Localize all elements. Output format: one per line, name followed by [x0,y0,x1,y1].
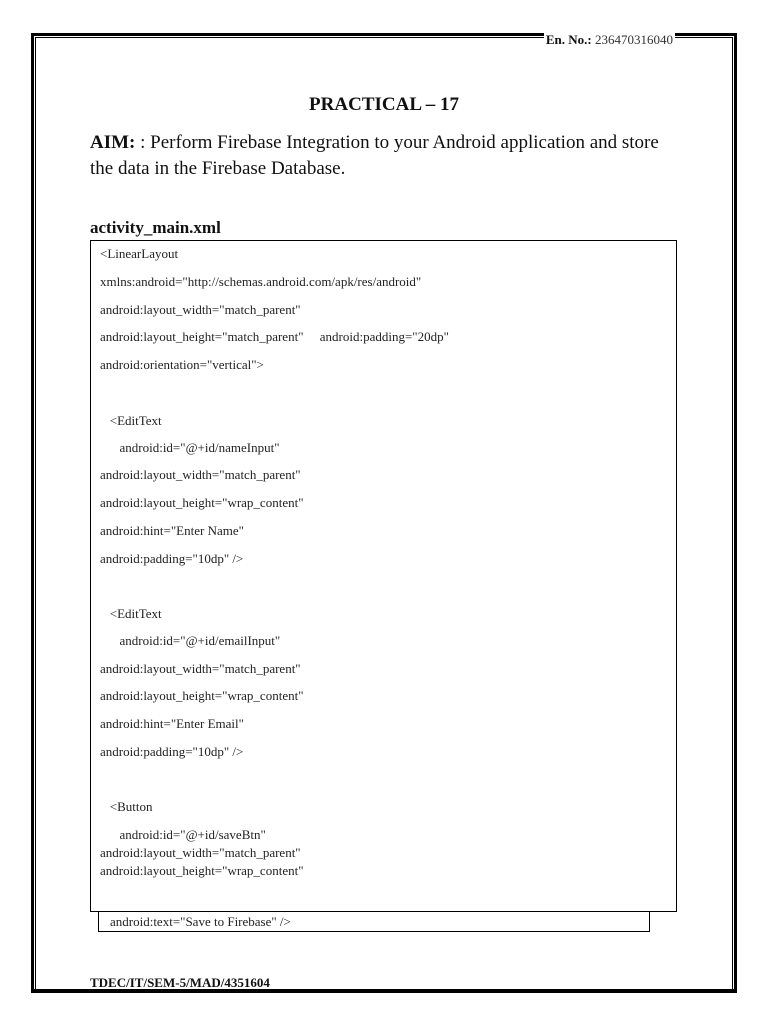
aim-label: AIM: [90,132,136,153]
code-line: android:layout_width="match_parent" [100,302,301,317]
code-line: android:layout_width="match_parent" [100,845,301,860]
file-name-heading: activity_main.xml [90,218,221,237]
practical-title: PRACTICAL – 17 [309,94,459,115]
code-line: android:orientation="vertical"> [100,357,264,372]
code-line: android:padding="10dp" /> [100,551,244,566]
code-line: android:layout_height="wrap_content" [100,688,304,703]
code-line: android:padding="10dp" /> [100,744,244,759]
code-line: android:id="@+id/saveBtn" [100,827,266,842]
code-line: <LinearLayout [100,246,179,261]
code-line: android:layout_width="match_parent" [100,661,301,676]
code-line: <EditText [100,606,162,621]
code-line: android:id="@+id/emailInput" [100,633,281,648]
code-line: android:hint="Enter Name" [100,523,244,538]
code-line: android:hint="Enter Email" [100,716,244,731]
aim-paragraph [90,130,670,182]
code-overflow-line: android:text="Save to Firebase" /> [110,914,291,929]
code-line: android:id="@+id/nameInput" [100,440,280,455]
page-footer: TDEC/IT/SEM-5/MAD/4351604 [90,975,270,988]
code-line: android:layout_height="wrap_content" [100,495,304,510]
code-line: android:layout_width="match_parent" [100,467,301,482]
enrollment-value: 236470316040 [595,32,673,47]
code-line: <EditText [100,413,162,428]
enrollment-label: En. No.: [545,32,592,47]
enrollment-number [544,32,675,48]
aim-text: : Perform Firebase Integration to your Android application and store the data in the Firebase Database. [90,132,659,179]
code-line: <Button [100,799,153,814]
code-line: android:layout_height="wrap_content" [100,863,304,878]
code-line: xmlns:android="http://schemas.android.com/apk/res/android" [100,274,422,289]
code-line: android:layout_height="match_parent" android:padding="20dp" [100,329,449,344]
